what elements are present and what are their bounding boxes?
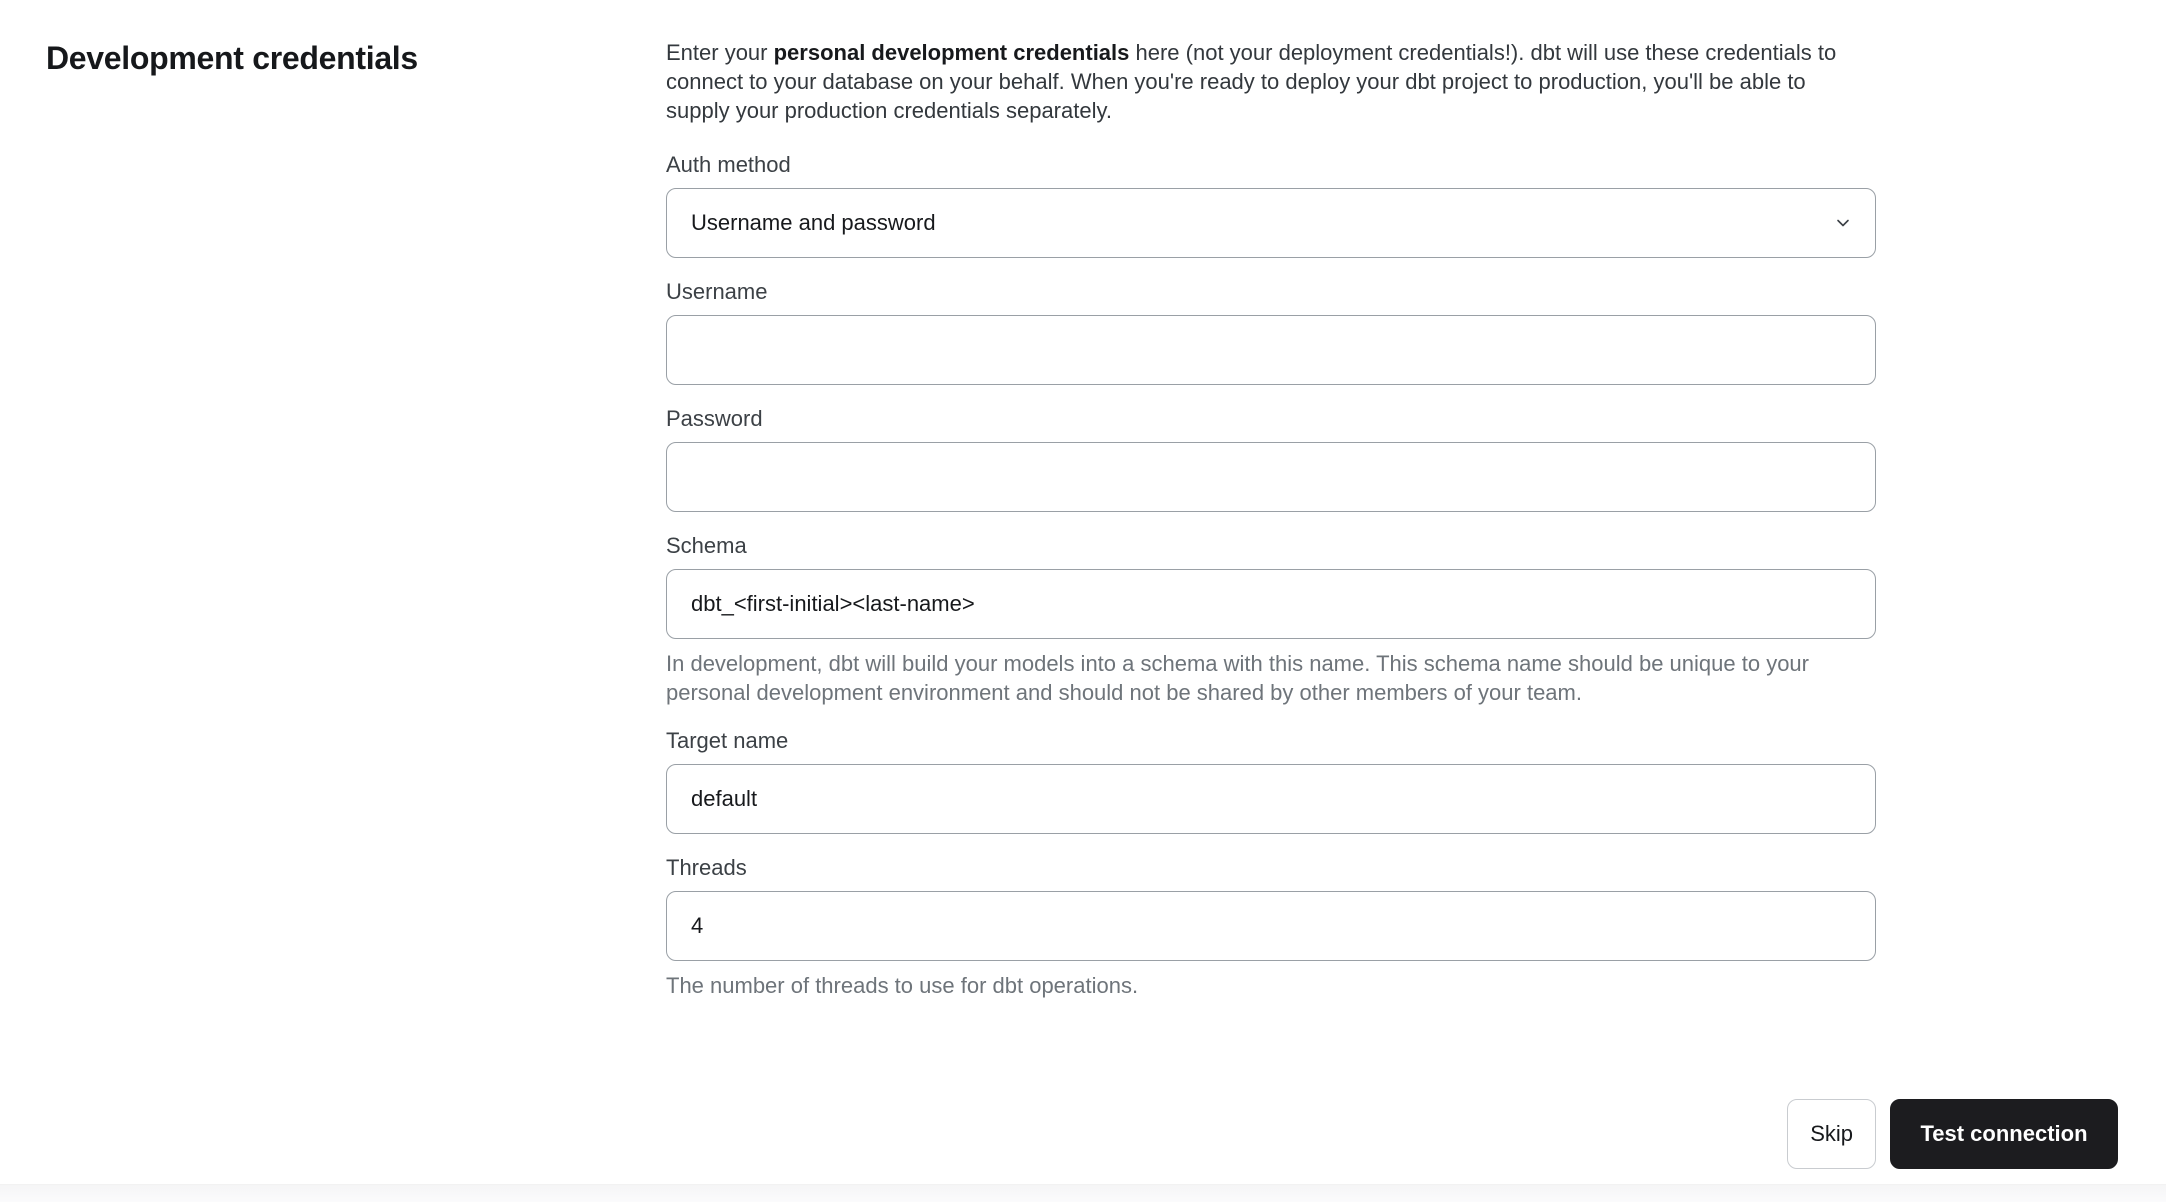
username-input[interactable]	[666, 315, 1876, 385]
threads-label: Threads	[666, 855, 747, 880]
field-threads	[666, 854, 1876, 1000]
field-auth-method	[666, 151, 1876, 258]
auth-method-label: Auth method	[666, 152, 791, 177]
description-text-pre: Enter your	[666, 40, 774, 65]
password-label: Password	[666, 406, 763, 431]
field-schema	[666, 532, 1876, 707]
auth-method-select[interactable]	[666, 188, 1876, 258]
auth-method-selected-value: Username and password	[691, 210, 936, 235]
section-description	[666, 38, 1841, 125]
chevron-down-icon	[1833, 213, 1853, 233]
test-connection-button[interactable]: Test connection	[1890, 1099, 2118, 1169]
section-title-column	[46, 38, 666, 1020]
username-label: Username	[666, 279, 768, 304]
field-username	[666, 278, 1876, 385]
credentials-form	[666, 38, 1876, 1020]
next-section-edge	[0, 1185, 2166, 1202]
schema-help-text: In development, dbt will build your models into a schema with this name. This schema name should be unique to your personal development environment and should not be shared by other members of your team.	[666, 651, 1809, 705]
description-text-post: here (not your deployment credentials!). dbt will use these credentials to connect to your database on your behalf. When you're ready to deploy your dbt project to production, you'll be able to supply your production credentials separately.	[666, 40, 1837, 123]
field-password	[666, 405, 1876, 512]
target-name-input[interactable]	[666, 764, 1876, 834]
field-target-name	[666, 727, 1876, 834]
target-name-label: Target name	[666, 728, 789, 753]
skip-button[interactable]: Skip	[1787, 1099, 1876, 1169]
threads-input[interactable]	[666, 891, 1876, 961]
form-actions	[0, 1099, 2166, 1169]
schema-input[interactable]	[666, 569, 1876, 639]
schema-label: Schema	[666, 533, 747, 558]
page-title: Development credentials	[46, 40, 418, 76]
threads-help-text: The number of threads to use for dbt operations.	[666, 973, 1139, 998]
description-text-bold: personal development credentials	[773, 40, 1130, 65]
password-input[interactable]	[666, 442, 1876, 512]
